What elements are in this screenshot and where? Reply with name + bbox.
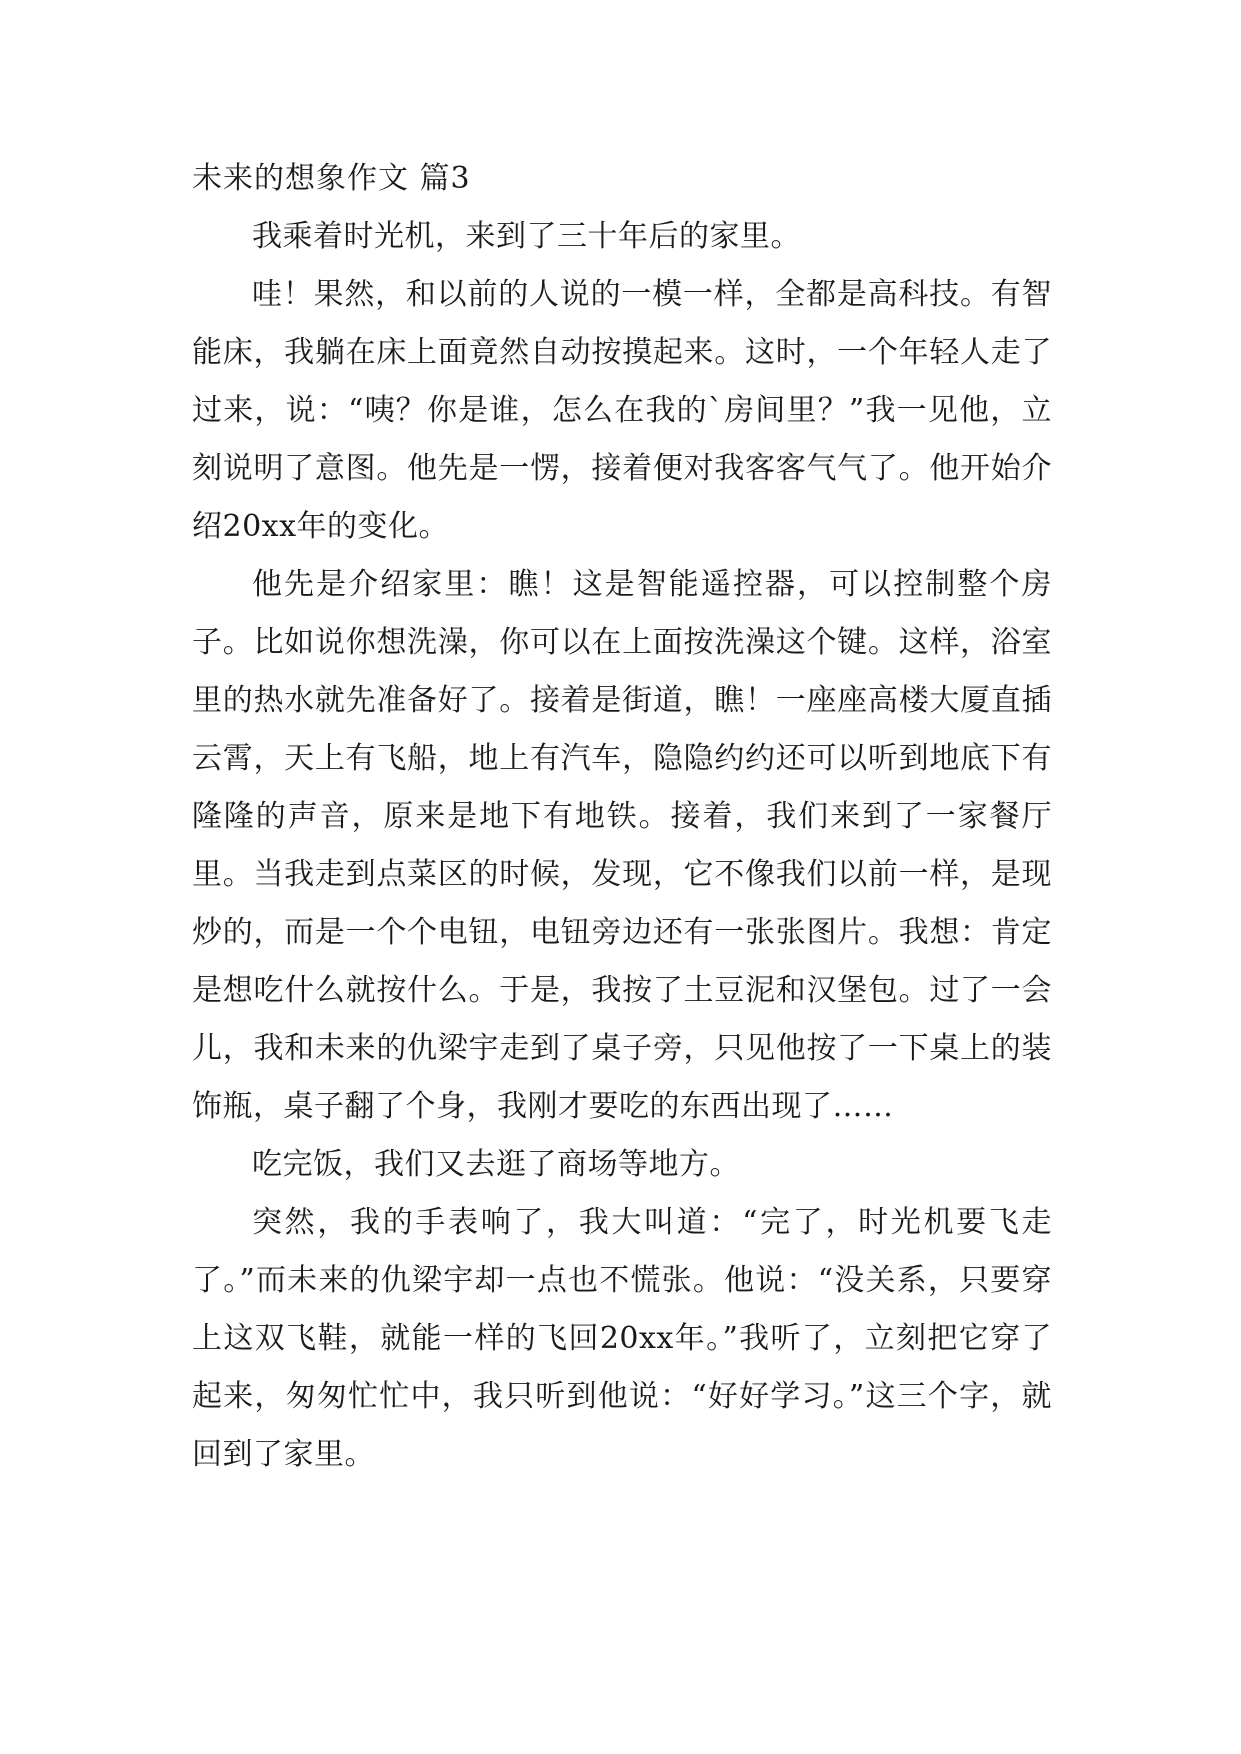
article-title: 未来的想象作文 篇3 (192, 161, 471, 196)
paragraph-4: 吃完饭，我们又去逛了商场等地方。 (252, 1147, 740, 1182)
paragraph-1: 我乘着时光机，来到了三十年后的家里。 (252, 219, 801, 254)
article-body (192, 150, 1052, 1484)
paragraph-5: 突然，我的手表响了，我大叫道：“完了，时光机要飞走了。”而未来的仇梁宇却一点也不慌张。他说：“没关系，只要穿上这双飞鞋，就能一样的飞回20xx年。”我听了，立刻把它穿了起来，匆匆忙忙中，我只听到他说：“好好学习。”这三个字，就回到了家里。 (192, 1205, 1052, 1472)
paragraph-2: 哇！果然，和以前的人说的一模一样，全都是高科技。有智能床，我躺在床上面竟然自动按摸起来。这时，一个年轻人走了过来，说：“咦？你是谁，怎么在我的`房间里？”我一见他，立刻说明了意图。他先是一愣，接着便对我客客气气了。他开始介绍20xx年的变化。 (192, 277, 1052, 544)
paragraph-3: 他先是介绍家里：瞧！这是智能遥控器，可以控制整个房子。比如说你想洗澡，你可以在上面按洗澡这个键。这样，浴室里的热水就先准备好了。接着是街道，瞧！一座座高楼大厦直插云霄，天上有飞船，地上有汽车，隐隐约约还可以听到地底下有隆隆的声音，原来是地下有地铁。接着，我们来到了一家餐厅里。当我走到点菜区的时候，发现，它不像我们以前一样，是现炒的，而是一个个电钮，电钮旁边还有一张张图片。我想：肯定是想吃什么就按什么。于是，我按了土豆泥和汉堡包。过了一会儿，我和未来的仇梁宇走到了桌子旁，只见他按了一下桌上的装饰瓶，桌子翻了个身，我刚才要吃的东西出现了…… (192, 567, 1052, 1124)
